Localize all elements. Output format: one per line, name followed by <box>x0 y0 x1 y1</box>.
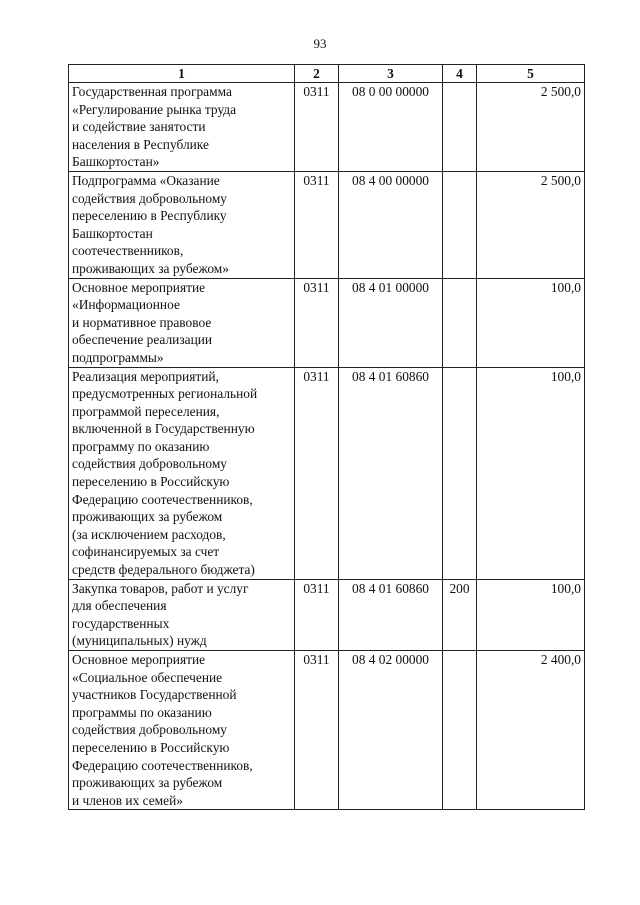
row-target-article: 08 4 02 00000 <box>339 651 443 810</box>
row-expense-type <box>443 278 477 367</box>
row-section-code: 0311 <box>295 651 339 810</box>
table-row <box>69 171 585 278</box>
row-expense-type <box>443 651 477 810</box>
row-name: Основное мероприятие «Информационное и нормативное правовое обеспечение реализации подпрограммы» <box>69 278 295 367</box>
table-row <box>69 651 585 810</box>
header-col-4: 4 <box>443 65 477 83</box>
page-number: 93 <box>313 36 327 51</box>
table-header-row <box>69 65 585 83</box>
row-sum: 100,0 <box>477 278 585 367</box>
table-row <box>69 83 585 172</box>
header-col-3: 3 <box>339 65 443 83</box>
row-target-article: 08 4 01 60860 <box>339 367 443 579</box>
row-target-article: 08 4 01 00000 <box>339 278 443 367</box>
row-expense-type <box>443 367 477 579</box>
row-section-code: 0311 <box>295 278 339 367</box>
table-row <box>69 367 585 579</box>
row-sum: 2 400,0 <box>477 651 585 810</box>
header-col-1: 1 <box>69 65 295 83</box>
row-expense-type <box>443 171 477 278</box>
row-target-article: 08 4 01 60860 <box>339 579 443 650</box>
header-col-2: 2 <box>295 65 339 83</box>
row-section-code: 0311 <box>295 83 339 172</box>
row-section-code: 0311 <box>295 171 339 278</box>
row-target-article: 08 4 00 00000 <box>339 171 443 278</box>
row-name: Закупка товаров, работ и услуг для обеспечения государственных (муниципальных) нужд <box>69 579 295 650</box>
row-section-code: 0311 <box>295 367 339 579</box>
row-section-code: 0311 <box>295 579 339 650</box>
row-target-article: 08 0 00 00000 <box>339 83 443 172</box>
row-sum: 100,0 <box>477 367 585 579</box>
row-sum: 100,0 <box>477 579 585 650</box>
budget-table <box>68 64 585 810</box>
table-row <box>69 278 585 367</box>
row-name: Подпрограмма «Оказание содействия добровольному переселению в Республику Башкортостан соотечественников, проживающих за рубежом» <box>69 171 295 278</box>
row-sum: 2 500,0 <box>477 171 585 278</box>
row-name: Реализация мероприятий, предусмотренных региональной программой переселения, включенной в Государственную программу по оказанию содействия добровольному переселению в Российскую Федерацию соотечественников, проживающих за рубежом (за исключением расходов, софинансируемых за счет средств федерального бюджета) <box>69 367 295 579</box>
row-name: Основное мероприятие «Социальное обеспечение участников Государственной программы по оказанию содействия добровольному переселению в Российскую Федерацию соотечественников, проживающих за рубежом и членов их семей» <box>69 651 295 810</box>
header-col-5: 5 <box>477 65 585 83</box>
row-expense-type <box>443 83 477 172</box>
row-name: Государственная программа «Регулирование рынка труда и содействие занятости населения в Республике Башкортостан» <box>69 83 295 172</box>
row-sum: 2 500,0 <box>477 83 585 172</box>
table-row <box>69 579 585 650</box>
row-expense-type: 200 <box>443 579 477 650</box>
